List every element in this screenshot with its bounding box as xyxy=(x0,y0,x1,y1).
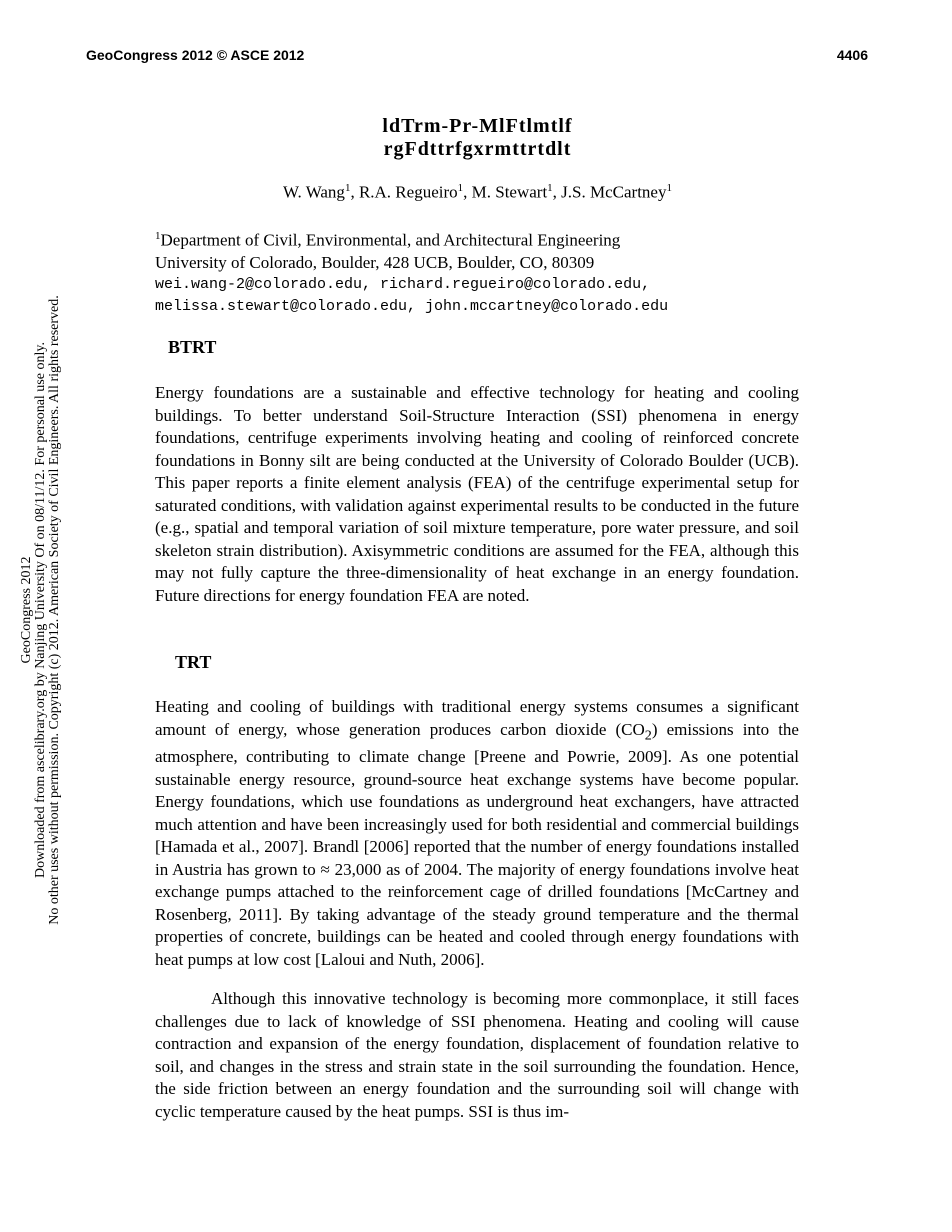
running-header xyxy=(86,47,868,63)
affiliation-block xyxy=(155,225,800,318)
author-affil-mark: 1 xyxy=(457,182,464,194)
subscript: 2 xyxy=(644,726,652,743)
author-affil-mark: 1 xyxy=(666,182,672,194)
author-name: R.A. Regueiro xyxy=(358,182,458,202)
introduction-paragraph-2: Although this innovative technology is becoming more commonplace, it still faces challenges due to lack of knowledge of SSI phenomena. Heating and cooling will cause contraction and expansion of the energy foundation, displacement of foundation relative to soil, and changes in the stress and strain state in the soil surrounding the foundation. Hence, the side friction between an energy foundation and the surrounding soil will change with cyclic temperature caused by the heat pumps. SSI is thus im- xyxy=(155,989,799,1121)
paragraph-text: Heating and cooling of buildings with traditional energy systems consumes a significant amount of energy, whose generation produces carbon dioxide (CO xyxy=(155,697,799,739)
abstract-text: Energy foundations are a sustainable and effective technology for heating and cooling buildings. To better understand Soil-Structure Interaction (SSI) phenomena in energy foundations, centrifuge experiments involving heating and cooling of reinforced concrete foundations in Bonny silt are being conducted at the University of Colorado Boulder (UCB). This paper reports a finite element analysis (FEA) of the centrifuge experimental setup for saturated conditions, with validation against experimental results to be conducted in the future (e.g., spatial and temporal variation of soil mixture temperature, pore water pressure, and soil skeleton strain distribution). Axisymmetric conditions are assumed for the FEA, although this may not fully capture the three-dimensionality of heat exchange in an energy foundation. Future directions for energy foundation FEA are noted. xyxy=(155,383,799,605)
title-line-2: rgFdttrfgxrmttrtdlt xyxy=(383,138,572,160)
author-affil-mark: 1 xyxy=(344,182,351,194)
university-address: University of Colorado, Boulder, 428 UCB, Boulder, CO, 80309 xyxy=(155,252,595,272)
header-journal: GeoCongress 2012 © ASCE 2012 xyxy=(86,47,305,63)
paragraph-text: ) emissions into the atmosphere, contributing to climate change [Preene and Powrie, 2009]. As one potential sustainable energy resource, ground-source heat exchange systems have become popular. Energy foundations, which use foundations as underground heat exchangers, have attracted much attention and have been increasingly used for both residential and commercial buildings [Hamada et al., 2007]. Brandl [2006] reported that the number of energy foundations installed in Austria has grown to ≈ 23,000 as of 2004. The majority of energy foundations involve heat exchange pumps attached to the reinforcement cage of drilled foundations [McCartney and Rosenberg, 2011]. By taking advantage of the steady ground temperature and the thermal properties of concrete, buildings can be heated and cooled through energy foundations with heat pumps at low cost [Laloui and Nuth, 2006]. xyxy=(155,719,799,969)
author-name: M. Stewart xyxy=(471,182,548,202)
email-line-2: melissa.stewart@colorado.edu, john.mccartney@colorado.edu xyxy=(155,297,669,315)
introduction-paragraph-1 xyxy=(155,696,799,971)
author-list: W. Wang$^1$, R.A. Regueiro$^1$, M. Stewart$^1$, J.S. McCartney$^1$ xyxy=(283,182,672,202)
notice-line-3: No other uses without permission. Copyright (c) 2012. American Society of Civil Engineers. All rights reserved. xyxy=(47,295,62,925)
department: Department of Civil, Environmental, and Architectural Engineering xyxy=(160,230,621,250)
author-affil-mark: 1 xyxy=(547,182,553,194)
email-line-1: wei.wang-2@colorado.edu, richard.regueiro@colorado.edu, xyxy=(155,275,651,293)
notice-line-1: GeoCongress 2012 xyxy=(19,556,34,664)
author-name: W. Wang xyxy=(283,182,345,202)
paper-title xyxy=(155,115,800,161)
affiliation-mark: 1 xyxy=(155,230,161,242)
abstract-heading: BTRT xyxy=(168,337,217,357)
introduction-heading: TRT xyxy=(175,652,212,672)
page-number: 4406 xyxy=(836,47,868,63)
notice-line-2: Downloaded from ascelibrary.org by Nanjing University Of on 08/11/12. For personal use only. xyxy=(33,342,48,878)
author-name: J.S. McCartney xyxy=(561,182,667,202)
download-notice-text xyxy=(20,250,62,970)
title-line-1: ldTrm-Pr-MlFtlmtlf xyxy=(382,115,573,137)
